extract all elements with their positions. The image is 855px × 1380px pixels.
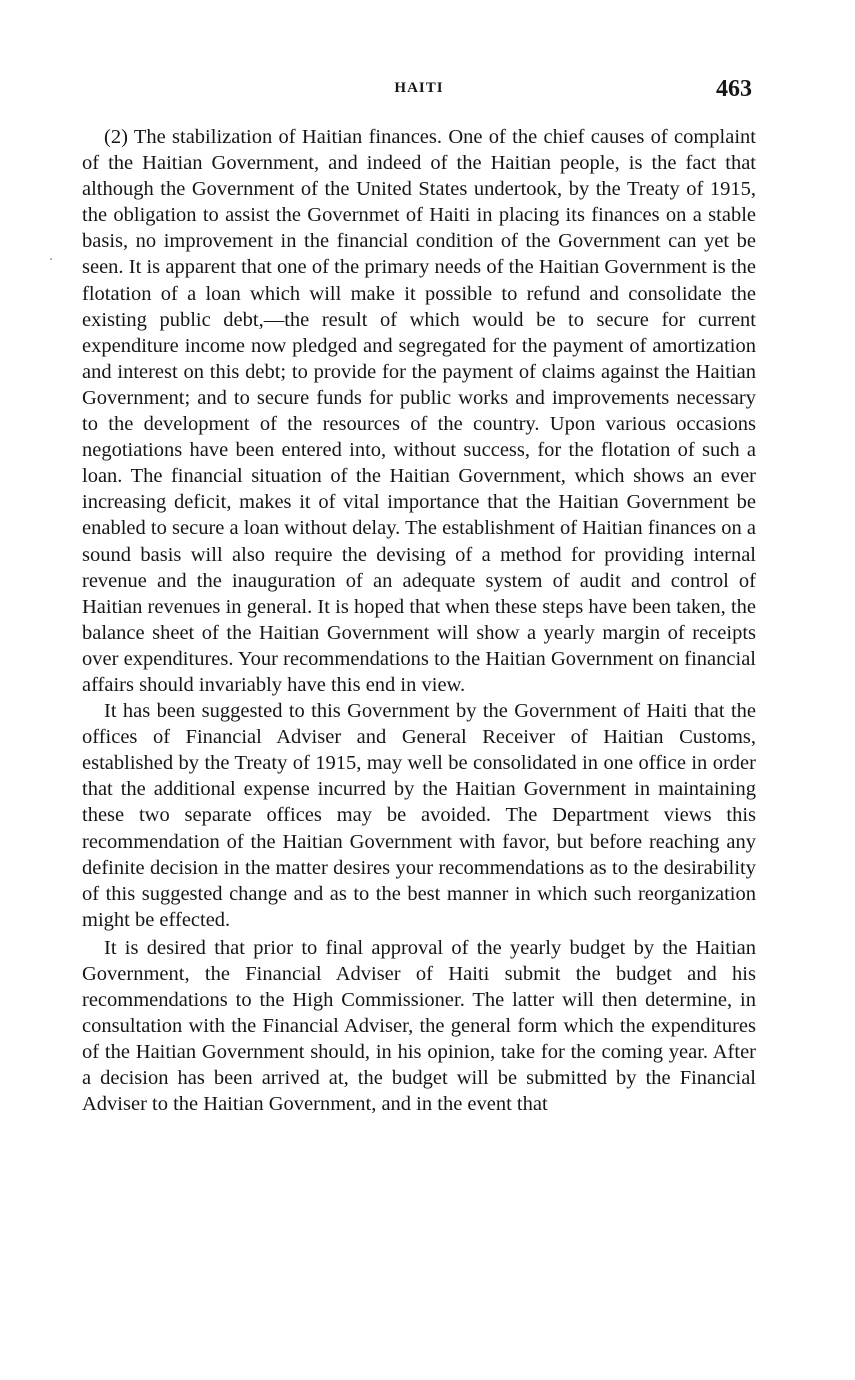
- page-number: 463: [716, 76, 752, 102]
- margin-speck: [50, 258, 52, 260]
- running-header: [82, 76, 756, 110]
- paragraph-stabilization-of-finances: (2) The stabilization of Haitian finances. One of the chief causes of complaint of the Haitian Government, and indeed of the Haitian people, is the fact that although the Government of the United States undertook, by the Treaty of 1915, the obligation to assist the Governmet of Haiti in placing its finances on a stable basis, no improvement in the financial condition of the Government can yet be seen. It is apparent that one of the primary needs of the Haitian Government is the flotation of a loan which will make it possible to refund and consolidate the existing public debt,—the result of which would be to secure for current expenditure income now pledged and segregated for the payment of amortization and interest on this debt; to provide for the payment of claims against the Haitian Government; and to secure funds for public works and improvements necessary to the development of the resources of the country. Upon various occasions negotiations have been entered into, without success, for the flotation of such a loan. The financial situation of the Haitian Government, which shows an ever increasing deficit, makes it of vital importance that the Haitian Government be enabled to secure a loan without delay. The establishment of Haitian finances on a sound basis will also require the devising of a method for providing internal revenue and the inauguration of an adequate system of audit and control of Haitian revenues in general. It is hoped that when these steps have been taken, the balance sheet of the Haitian Government will show a yearly margin of receipts over expenditures. Your recommendations to the Haitian Government on financial affairs should invariably have this end in view.: [82, 126, 756, 696]
- paragraph-consolidation-of-offices: It has been suggested to this Government by the Government of Haiti that the offices of Financial Adviser and General Receiver of Haitian Customs, established by the Treaty of 1915, may well be consolidated in one office in order that the additional expense incurred by the Haitian Government in maintaining these two separate offices may be avoided. The Department views this recommendation of the Haitian Government with favor, but before reaching any definite decision in the matter desires your recommendations as to the desirability of this suggested change and as to the best manner in which such reorganization might be effected.: [82, 700, 756, 931]
- running-title: HAITI: [394, 80, 444, 96]
- paragraph-yearly-budget: It is desired that prior to final approval of the yearly budget by the Haitian Government, the Financial Adviser of Haiti submit the budget and his recommendations to the High Commissioner. The latter will then determine, in consultation with the Financial Adviser, the general form which the expenditures of the Haitian Government should, in his opinion, take for the coming year. After a decision has been arrived at, the budget will be submitted by the Financial Adviser to the Haitian Government, and in the event that: [82, 936, 756, 1116]
- body-text: [82, 124, 756, 1118]
